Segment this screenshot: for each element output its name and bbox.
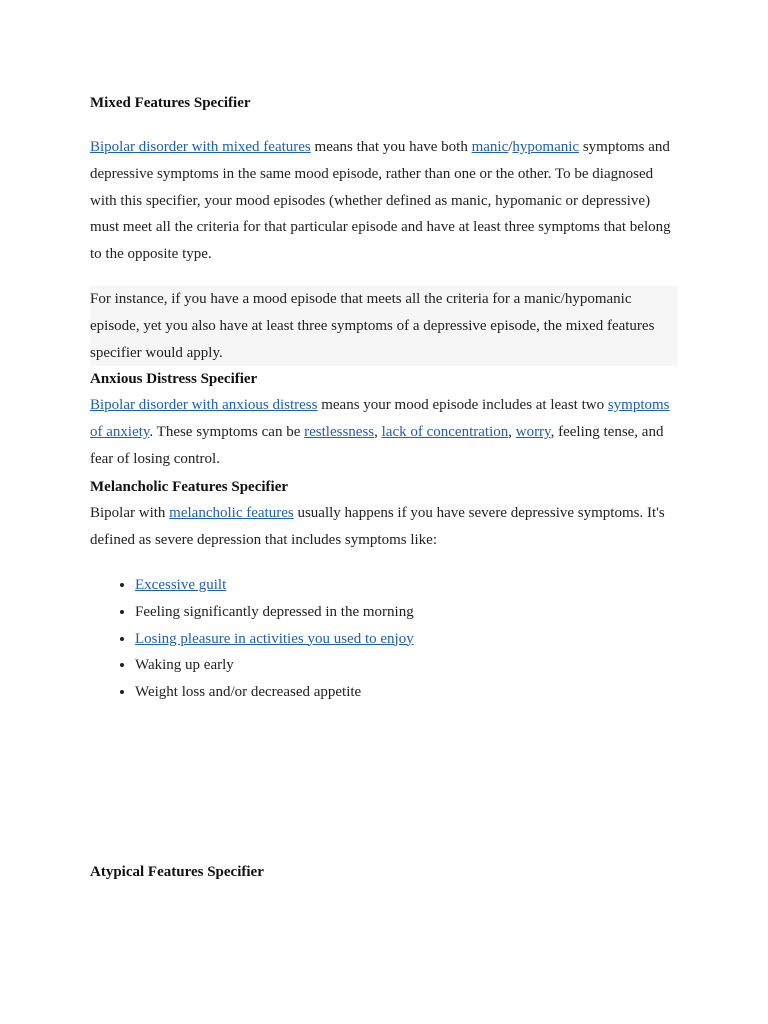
paragraph-text: / (508, 139, 513, 155)
paragraph-text: , (374, 423, 382, 440)
link-worry[interactable]: worry (515, 423, 551, 440)
paragraph-text: Bipolar with (90, 505, 170, 521)
link-melancholic-features[interactable]: melancholic features (169, 505, 294, 521)
list-item (135, 599, 735, 626)
heading-atypical-features: Atypical Features Specifier (90, 864, 264, 880)
paragraph-text: , (508, 423, 516, 440)
paragraph-text: , feeling tense, and fear of losing control. (90, 423, 664, 467)
paragraph-text: means that you have both (310, 139, 472, 155)
paragraph-text: usually happens if you have severe depressive symptoms. It's defined as severe depression that includes symptoms like: (90, 505, 665, 548)
list-item-text: Feeling significantly depressed in the morning (135, 603, 414, 620)
list-item (135, 626, 735, 653)
link-restlessness[interactable]: restlessness (304, 423, 375, 440)
heading-mixed-features: Mixed Features Specifier (90, 95, 251, 111)
list-item (135, 679, 735, 706)
list-item-text: Waking up early (135, 657, 234, 674)
link-manic[interactable]: manic (471, 139, 509, 155)
heading-anxious-distress: Anxious Distress Specifier (90, 371, 258, 387)
paragraph-mixed-example: For instance, if you have a mood episode that meets all the criteria for a manic/hypomanic episode, yet you also have at least three symptoms of a depressive episode, the mixed features specifier would apply. (90, 286, 678, 366)
paragraph-text: symptoms and depressive symptoms in the same mood episode, rather than one or the other. To be diagnosed with this specifier, your mood episodes (whether defined as manic, hypomanic or depressive) must meet all the criteria for that particular episode and have at least three symptoms that belong to the opposite type. (90, 139, 671, 263)
paragraph-text: means your mood episode includes at least two (317, 397, 608, 413)
link-symptoms-of-anxiety[interactable]: symptoms of anxiety (90, 397, 670, 440)
link-hypomanic[interactable]: hypomanic (512, 139, 580, 155)
paragraph-melancholic-features (90, 500, 680, 554)
list-item (135, 652, 735, 679)
link-bipolar-mixed-features[interactable]: Bipolar disorder with mixed features (90, 139, 311, 155)
list-item (135, 572, 735, 599)
paragraph-mixed-features (90, 134, 680, 268)
paragraph-anxious-distress (90, 392, 680, 472)
link-bipolar-anxious-distress[interactable]: Bipolar disorder with anxious distress (90, 397, 318, 413)
symptom-list (90, 572, 735, 706)
link-excessive-guilt[interactable]: Excessive guilt (135, 577, 227, 593)
link-losing-pleasure[interactable]: Losing pleasure in activities you used to enjoy (135, 630, 414, 647)
paragraph-text: . These symptoms can be (149, 423, 305, 440)
list-item-text: Weight loss and/or decreased appetite (135, 684, 362, 701)
link-lack-of-concentration[interactable]: lack of concentration (381, 423, 509, 440)
heading-melancholic-features: Melancholic Features Specifier (90, 479, 289, 495)
